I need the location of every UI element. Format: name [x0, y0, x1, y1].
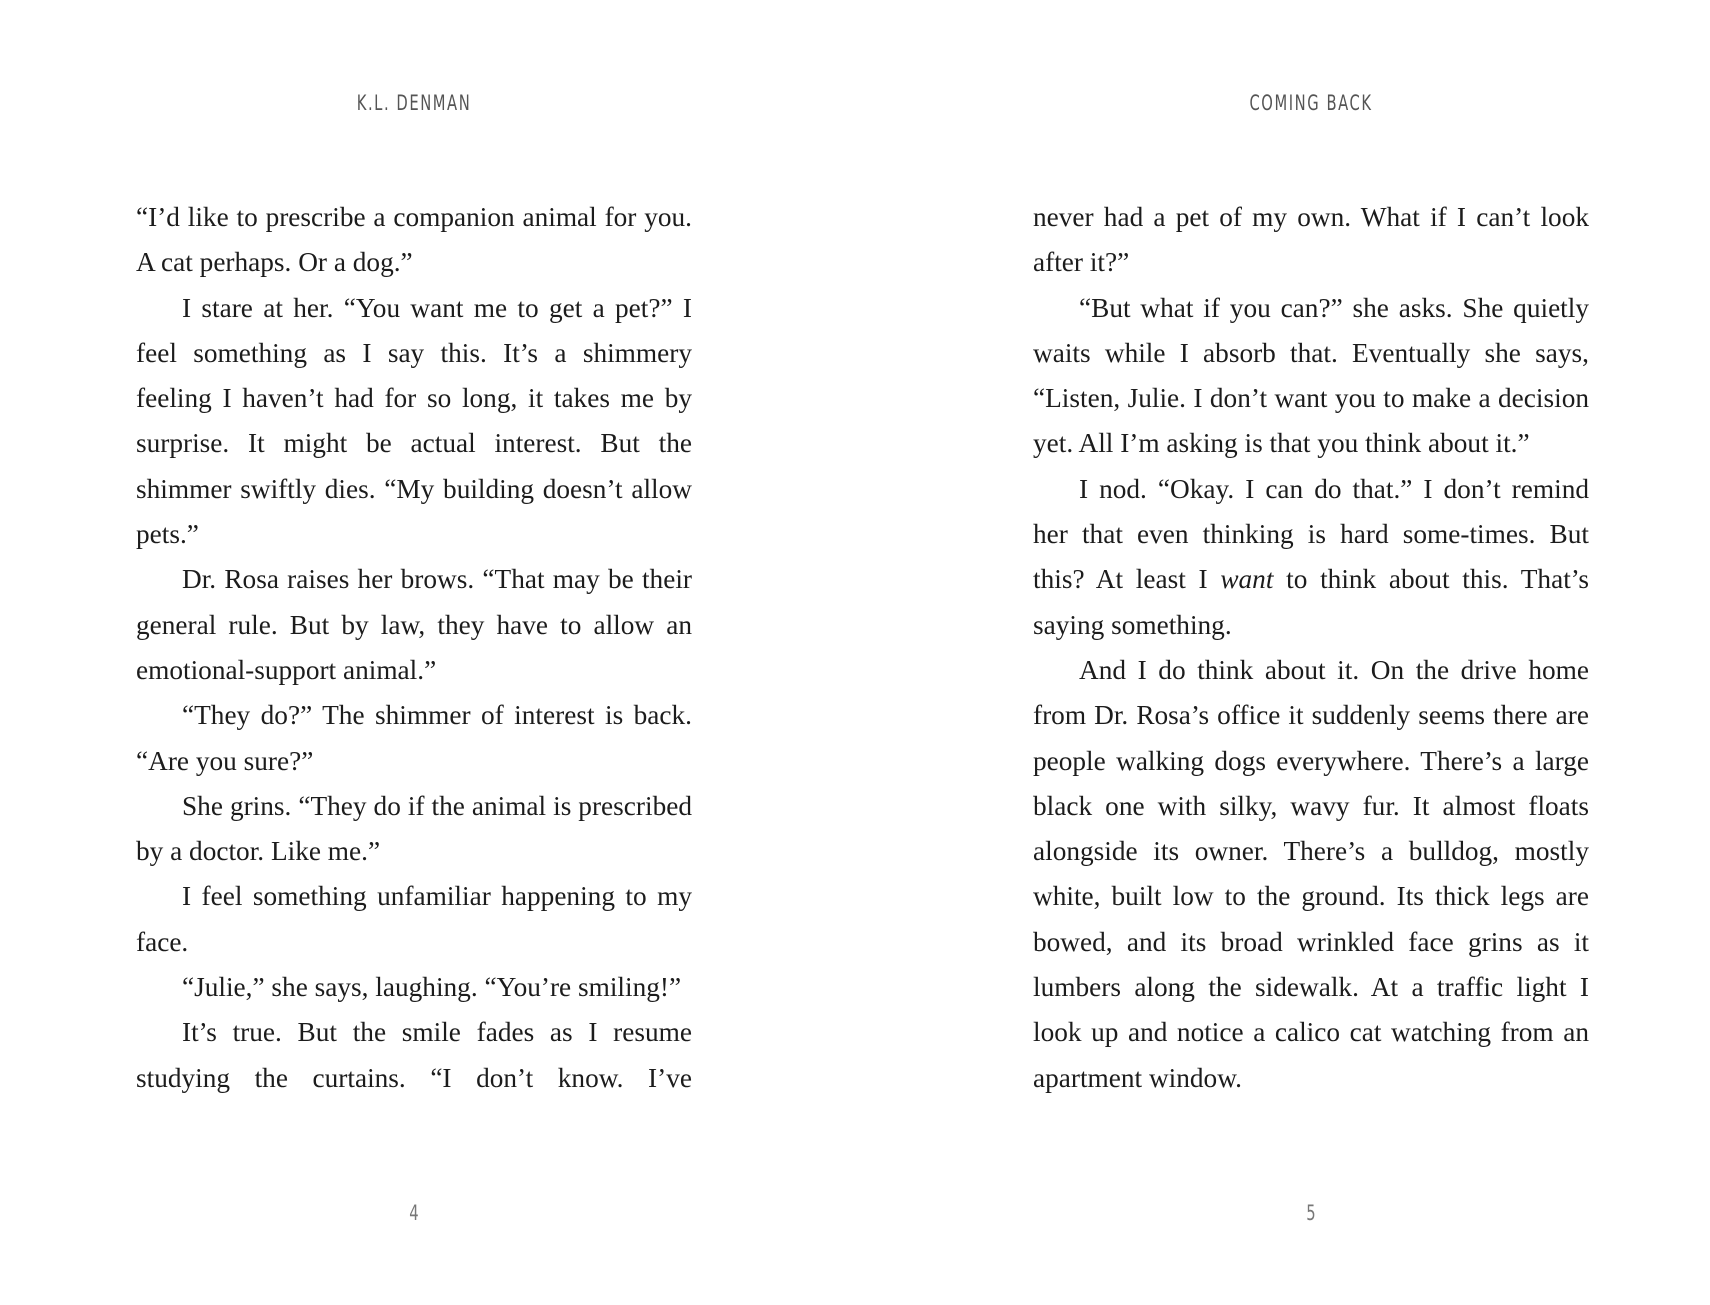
paragraph: She grins. “They do if the animal is prescribed by a doctor. Like me.” [136, 790, 692, 867]
paragraph: I feel something unfamiliar happening to my face. [136, 881, 692, 957]
paragraph: Dr. Rosa raises her brows. “That may be their general rule. But by law, they have to allow an emotional-support animal.” [136, 564, 692, 685]
running-head-title: COMING BACK [1249, 91, 1373, 115]
right-page [855, 0, 1710, 1305]
paragraph: “I’d like to prescribe a companion animal for you. A cat perhaps. Or a dog.” [136, 202, 692, 278]
page-number-left: 4 [409, 1201, 419, 1225]
paragraph: I stare at her. “You want me to get a pet?” I feel something as I say this. It’s a shimmery feeling I haven’t had for so long, it takes me by surprise. It might be actual interest. But the shimmer swiftly dies. “My building doesn’t allow pets.” [136, 292, 692, 550]
text-run: to think about this. That’s saying something. [1033, 564, 1589, 640]
paragraph: “But what if you can?” she asks. She quietly waits while I absorb that. Eventually she says, “Listen, Julie. I don’t want you to make a decision yet. All I’m asking is that you think about it.” [1033, 292, 1589, 459]
text-run: I nod. “Okay. I can do that.” I don’t remind her that even thinking is hard some-times. But this? At least I [1033, 473, 1589, 595]
page-number-right: 5 [1306, 1201, 1316, 1225]
paragraph: “Julie,” she says, laughing. “You’re smiling!” [182, 972, 682, 1003]
running-head-author: K.L. DENMAN [356, 91, 472, 115]
paragraph: It’s true. But the smile fades as I resume studying the curtains. “I don’t know. I’ve [136, 1017, 692, 1093]
paragraph: And I do think about it. On the drive home from Dr. Rosa’s office it suddenly seems there are people walking dogs everywhere. There’s a large black one with silky, wavy fur. It almost floats alongside its owner. There’s a bulldog, mostly white, built low to the ground. Its thick legs are bowed, and its broad wrinkled face grins as it lumbers along the sidewalk. At a traffic light I look up and notice a calico cat watching from an apartment window. [1033, 654, 1589, 1093]
body-text-right [1033, 195, 1589, 1101]
paragraph-with-emphasis [1033, 467, 1589, 648]
paragraph: never had a pet of my own. What if I can’t look after it?” [1033, 202, 1589, 278]
paragraph: “They do?” The shimmer of interest is back. “Are you sure?” [136, 700, 692, 776]
body-text-left [136, 195, 692, 1101]
emphasized-word: want [1220, 564, 1274, 595]
